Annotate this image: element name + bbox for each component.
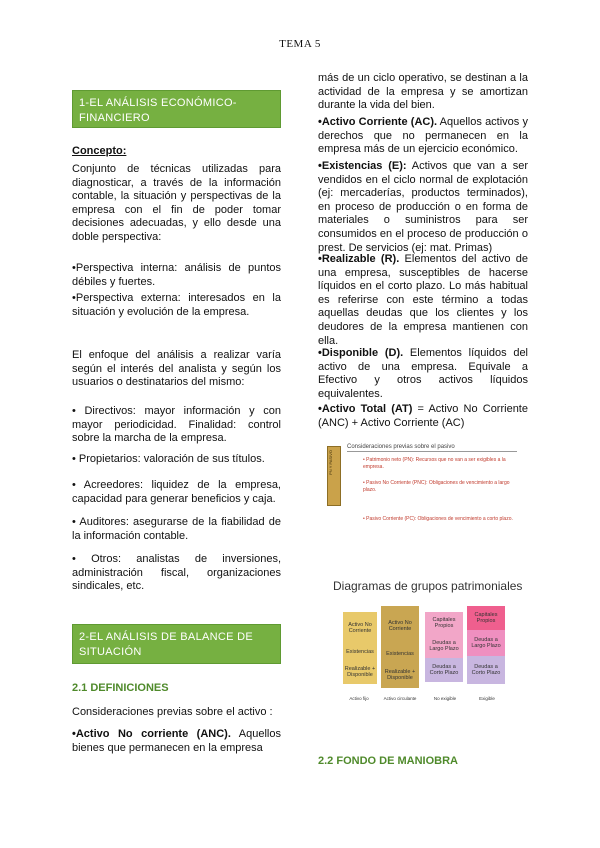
cell-dcp-1: Deudas a Corto Plazo	[425, 658, 463, 682]
user-directivos: • Directivos: mayor información y con mayor periodicidad. Finalidad: control sobre la marcha de la empresa.	[72, 405, 281, 445]
focus-paragraph: El enfoque del análisis a realizar varía según el interés del analista y según los usuarios o destinatarios del mismo:	[72, 349, 281, 389]
bullet-external: •Perspectiva externa: interesados en la situación y evolución de la empresa.	[72, 292, 281, 318]
user-acreedores: • Acreedores: liquidez de la empresa, capacidad para generar beneficios y caja.	[72, 479, 281, 505]
section-2-heading: 2-EL ANÁLISIS DE BALANCE DE SITUACIÓN	[72, 624, 281, 664]
patrimonial-diagram	[333, 602, 531, 720]
footer-no-exigible: No exigible	[433, 695, 457, 701]
subsection-2-2: 2.2 FONDO DE MANIOBRA	[318, 755, 458, 767]
footer-activo-circulante: Activo circulante	[383, 695, 417, 701]
footer-activo-fijo: Activo fijo	[349, 695, 369, 701]
disponible-definition	[318, 347, 528, 401]
section-1-heading: 1-EL ANÁLISIS ECONÓMICO-FINANCIERO	[72, 90, 281, 128]
ac-definition	[318, 116, 528, 157]
cell-dcp-2: Deudas a Corto Plazo	[467, 656, 505, 684]
pasivo-line-pc: • Pasivo Corriente (PC): Obligaciones de vencimiento a corto plazo.	[363, 516, 513, 522]
pasivo-figure	[327, 440, 527, 540]
ac-term: •Activo Corriente (AC).	[318, 116, 438, 128]
user-propietarios: • Propietarios: valoración de sus títulos.	[72, 453, 265, 465]
concept-label: Concepto:	[72, 145, 127, 157]
at-term: •Activo Total (AT)	[318, 403, 413, 415]
cell-dlp-1: Deudas a Largo Plazo	[425, 634, 463, 658]
ac-text: Aquellos activos y derechos que no permanecen en la empresa más de un ejercicio económico.	[318, 116, 529, 156]
footer-exigible: Exigible	[479, 695, 495, 701]
cell-exist-1: Existencias	[343, 644, 377, 660]
considerations-text: Consideraciones previas sobre el activo :	[72, 706, 273, 718]
re-term: •Realizable (R).	[318, 253, 400, 265]
ex-text: Activos que van a ser vendidos en el ciclo normal de explotación (ej: mercaderías, productos terminados), en proceso de producción o en forma de materiales o suministros para ser consumidos en el proceso de producción o prest. De servicios (ej: mat. Primas)	[318, 160, 528, 254]
cell-cp-2: Capitales Propios	[467, 606, 505, 630]
cell-exist-2: Existencias	[381, 646, 419, 662]
anc-definition	[72, 728, 281, 755]
user-otros: • Otros: analistas de inversiones, administración fiscal, organizaciones sindicales, etc.	[72, 553, 281, 593]
anc-text: Aquellos bienes que permanecen en la empresa	[72, 728, 281, 754]
page-header: TEMA 5	[279, 38, 321, 50]
at-text: = Activo No Corriente (ANC) + Activo Corriente (AC)	[318, 403, 528, 429]
realizable-definition	[318, 253, 528, 348]
concept-paragraph: Conjunto de técnicas utilizadas para diagnosticar, a través de la información contable, la situación y perspectivas de la empresa con el fin de poder tomar decisiones adecuadas, y ello desde una doble perspectiva:	[72, 163, 281, 243]
cell-anc-2: Activo No Corriente	[381, 606, 419, 646]
existencias-definition	[318, 160, 528, 255]
cell-rd-1: Realizable + Disponible	[343, 660, 377, 684]
cell-cp-1: Capitales Propios	[425, 612, 463, 634]
cell-anc-1: Activo No Corriente	[343, 612, 377, 644]
pasivo-figure-title: Consideraciones previas sobre el pasivo	[347, 444, 455, 450]
cell-rd-2: Realizable + Disponible	[381, 662, 419, 688]
di-term: •Disponible (D).	[318, 347, 404, 359]
ex-term: •Existencias (E):	[318, 160, 407, 172]
pasivo-side-label: PN Y PASIVO	[328, 450, 333, 475]
bullet-internal: •Perspectiva interna: análisis de puntos débiles y fuertes.	[72, 262, 281, 288]
pasivo-line-pnc: • Pasivo No Corriente (PNC): Obligaciones de vencimiento a largo plazo.	[363, 480, 510, 493]
cell-dlp-2: Deudas a Largo Plazo	[467, 630, 505, 656]
anc-continued: más de un ciclo operativo, se destinan a la actividad de la empresa y se amortizan durante la vida del bien.	[318, 72, 528, 112]
di-text: Elementos líquidos del activo de una empresa. Equivale a Efectivo y otros activos líquidos equivalentes.	[318, 347, 529, 400]
pasivo-figure-rule	[347, 451, 517, 452]
re-text: Elementos del activo de una empresa, susceptibles de hacerse líquidos en el corto plazo. Lo más habitual es referirse con este término a todas aquellas deudas que los clientes y los deudores de la empresa mantienen con ella.	[318, 253, 528, 347]
user-auditores: • Auditores: asegurarse de la fiabilidad de la información contable.	[72, 516, 281, 542]
activo-total-definition	[318, 403, 528, 430]
anc-term: •Activo No corriente (ANC).	[72, 728, 231, 740]
diagram-title: Diagramas de grupos patrimoniales	[333, 579, 523, 593]
subsection-2-1: 2.1 DEFINICIONES	[72, 682, 169, 694]
pasivo-line-pn: • Patrimonio neto (PN): Recursos que no van a ser exigibles a la empresa.	[363, 457, 506, 470]
